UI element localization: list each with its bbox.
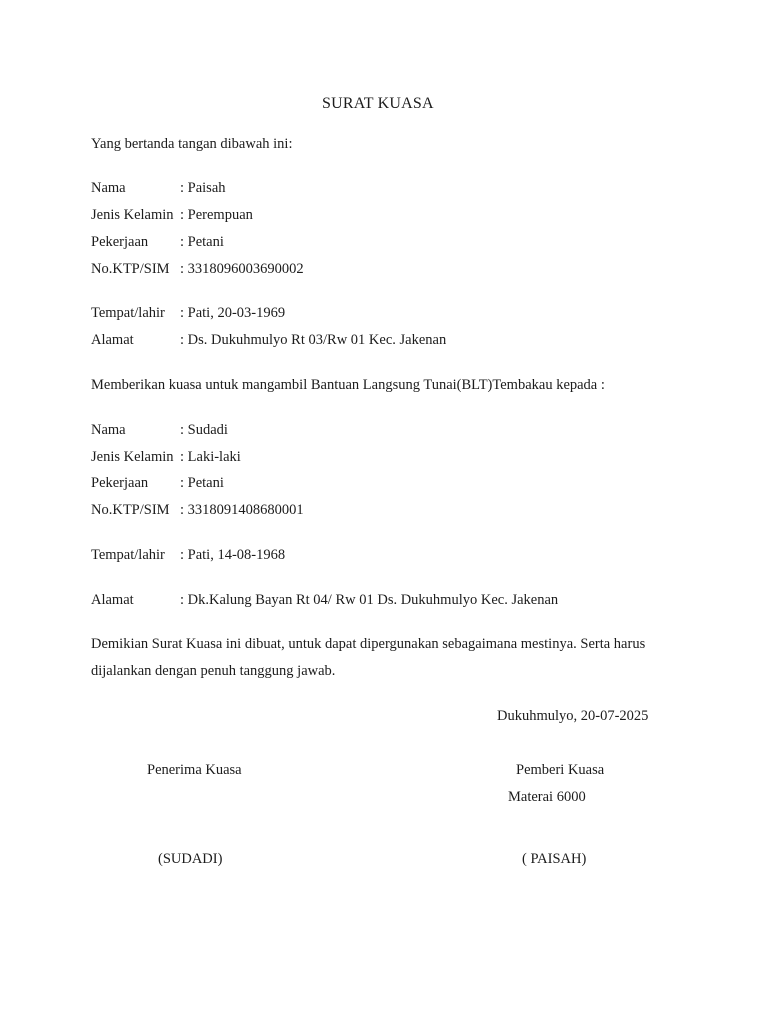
intro-text: Yang bertanda tangan dibawah ini:	[91, 136, 293, 152]
grantee-alamat-label: Alamat	[91, 592, 134, 608]
grantor-nama-value: : Paisah	[180, 180, 226, 196]
grantee-nama-value: : Sudadi	[180, 422, 228, 438]
grantee-jk-value: : Laki-laki	[180, 449, 241, 465]
grantor-role-label: Pemberi Kuasa	[516, 762, 605, 778]
grantor-ktp-value: : 3318096003690002	[180, 261, 304, 277]
grantor-pekerjaan-value: : Petani	[180, 234, 224, 250]
grantee-ktp-label: No.KTP/SIM	[91, 502, 170, 518]
grantee-jk-label: Jenis Kelamin	[91, 449, 174, 465]
closing-line-2: dijalankan dengan penuh tanggung jawab.	[91, 663, 336, 679]
grantor-jk-value: : Perempuan	[180, 207, 253, 223]
grantee-ttl-label: Tempat/lahir	[91, 547, 165, 563]
grantee-alamat-value: : Dk.Kalung Bayan Rt 04/ Rw 01 Ds. Dukuhmulyo Kec. Jakenan	[180, 592, 559, 608]
grantee-pekerjaan-label: Pekerjaan	[91, 475, 149, 491]
grantor-alamat-label: Alamat	[91, 332, 134, 348]
place-date: Dukuhmulyo, 20-07-2025	[497, 708, 649, 724]
grantor-alamat-value: : Ds. Dukuhmulyo Rt 03/Rw 01 Kec. Jakenan	[180, 332, 447, 348]
grantee-role-label: Penerima Kuasa	[147, 762, 242, 778]
grantee-nama-label: Nama	[91, 422, 126, 438]
grantor-nama-label: Nama	[91, 180, 126, 196]
closing-line-1: Demikian Surat Kuasa ini dibuat, untuk dapat dipergunakan sebagaimana mestinya. Serta harus	[91, 636, 646, 652]
grantor-pekerjaan-label: Pekerjaan	[91, 234, 149, 250]
grantor-signature-name: ( PAISAH)	[522, 851, 587, 867]
grantor-ktp-label: No.KTP/SIM	[91, 261, 170, 277]
grantee-ttl-value: : Pati, 14-08-1968	[180, 547, 286, 563]
grantor-ttl-value: : Pati, 20-03-1969	[180, 305, 286, 321]
grantee-pekerjaan-value: : Petani	[180, 475, 224, 491]
grantee-signature-name: (SUDADI)	[158, 851, 223, 867]
grantee-ktp-value: : 3318091408680001	[180, 502, 304, 518]
purpose-text: Memberikan kuasa untuk mangambil Bantuan Langsung Tunai(BLT)Tembakau kepada :	[91, 377, 605, 393]
stamp-label: Materai 6000	[508, 789, 586, 805]
grantor-ttl-label: Tempat/lahir	[91, 305, 165, 321]
document-title: SURAT KUASA	[322, 95, 434, 112]
grantor-jk-label: Jenis Kelamin	[91, 207, 174, 223]
